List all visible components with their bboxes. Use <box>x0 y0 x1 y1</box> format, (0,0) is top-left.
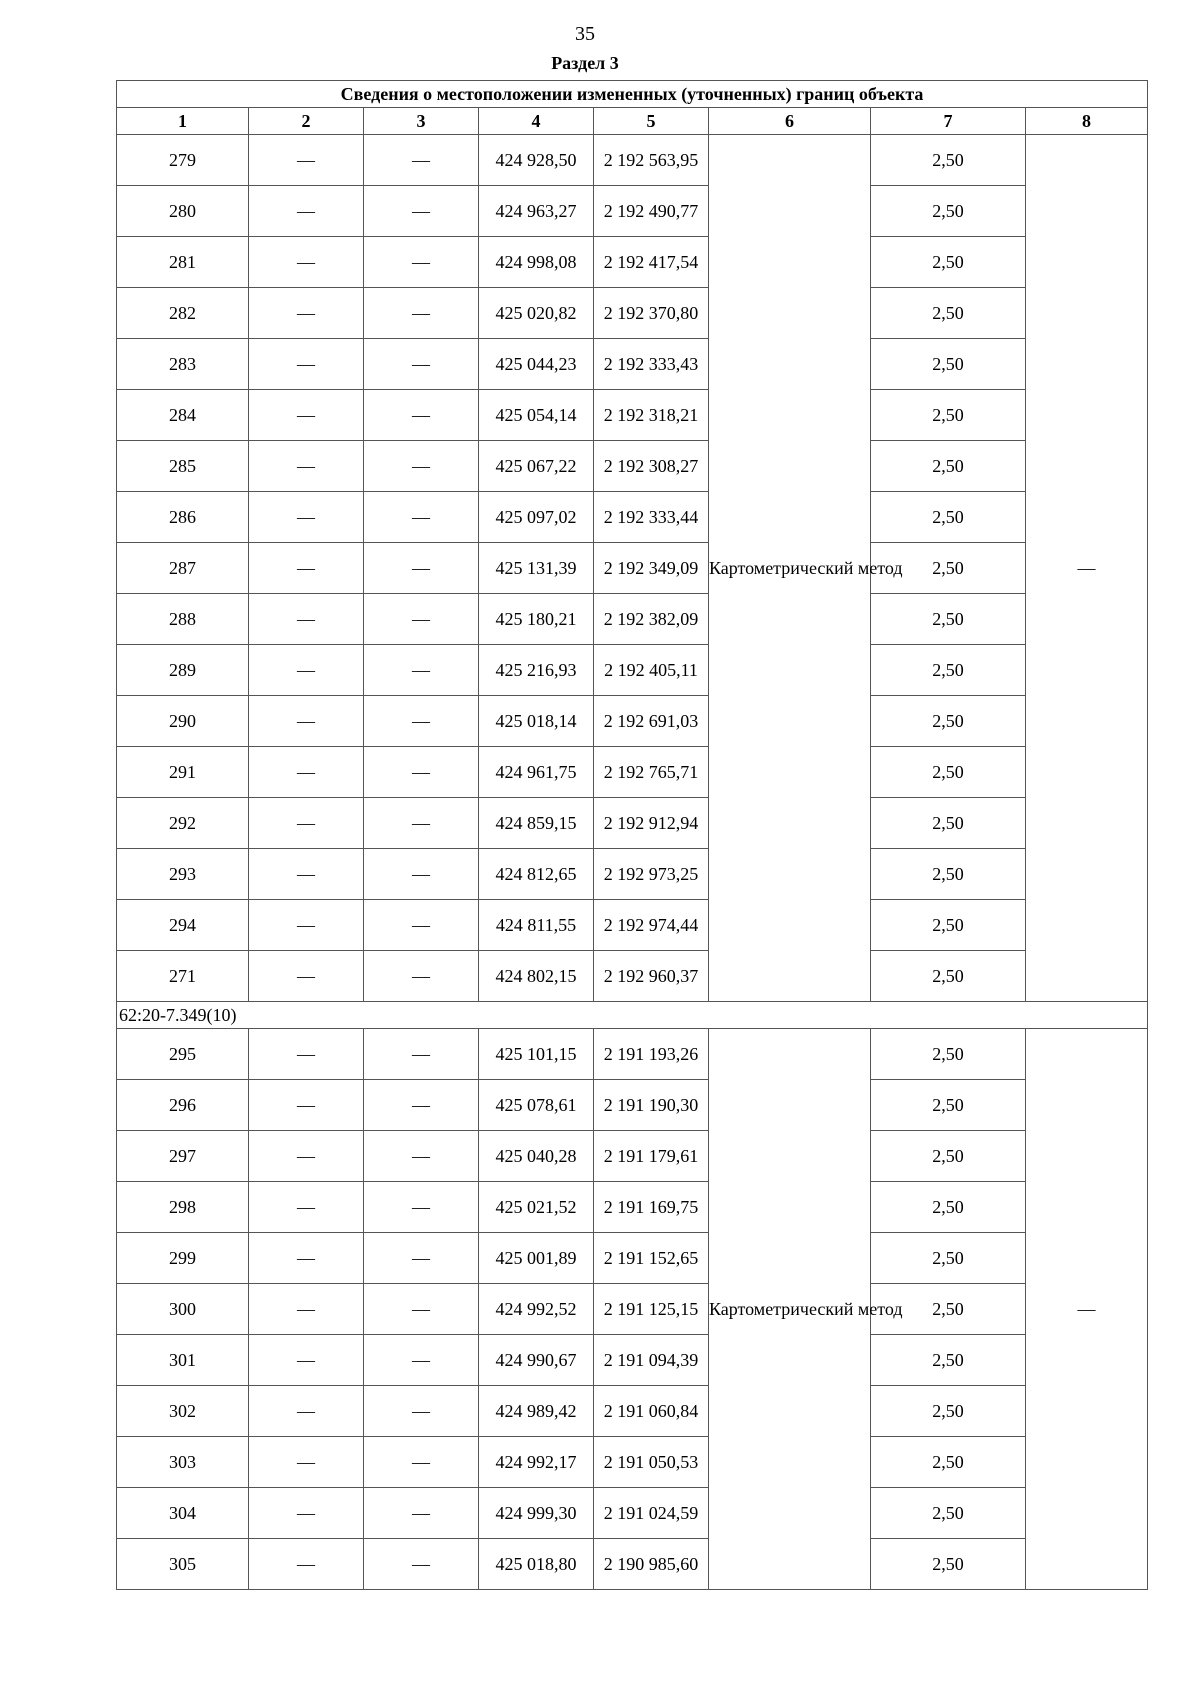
table-row <box>117 543 1148 594</box>
x-coordinate-cell: 424 992,52 <box>479 1284 594 1335</box>
col2-cell: — <box>249 186 364 237</box>
page-number: 35 <box>575 23 595 45</box>
col2-cell: — <box>249 543 364 594</box>
x-coordinate-cell: 424 998,08 <box>479 237 594 288</box>
method-cell: Картометрический метод <box>709 135 871 1002</box>
y-coordinate-cell: 2 192 370,80 <box>594 288 709 339</box>
column-number: 6 <box>709 108 871 135</box>
point-number-cell: 283 <box>117 339 249 390</box>
col3-cell: — <box>364 747 479 798</box>
point-number-cell: 289 <box>117 645 249 696</box>
x-coordinate-cell: 424 999,30 <box>479 1488 594 1539</box>
accuracy-cell: 2,50 <box>871 747 1026 798</box>
y-coordinate-cell: 2 191 179,61 <box>594 1131 709 1182</box>
col2-cell: — <box>249 288 364 339</box>
col2-cell: — <box>249 798 364 849</box>
col2-cell: — <box>249 645 364 696</box>
col2-cell: — <box>249 1029 364 1080</box>
x-coordinate-cell: 425 021,52 <box>479 1182 594 1233</box>
y-coordinate-cell: 2 192 318,21 <box>594 390 709 441</box>
accuracy-cell: 2,50 <box>871 900 1026 951</box>
table-row <box>117 747 1148 798</box>
col2-cell: — <box>249 900 364 951</box>
method-cell: Картометрический метод <box>709 1029 871 1590</box>
y-coordinate-cell: 2 192 490,77 <box>594 186 709 237</box>
table-caption: Сведения о местоположении измененных (уточненных) границ объекта <box>117 81 1148 108</box>
accuracy-cell: 2,50 <box>871 1488 1026 1539</box>
x-coordinate-cell: 424 811,55 <box>479 900 594 951</box>
col2-cell: — <box>249 696 364 747</box>
y-coordinate-cell: 2 191 024,59 <box>594 1488 709 1539</box>
x-coordinate-cell: 425 097,02 <box>479 492 594 543</box>
point-number-cell: 299 <box>117 1233 249 1284</box>
point-number-cell: 280 <box>117 186 249 237</box>
x-coordinate-cell: 425 131,39 <box>479 543 594 594</box>
x-coordinate-cell: 425 018,80 <box>479 1539 594 1590</box>
x-coordinate-cell: 425 054,14 <box>479 390 594 441</box>
column-number: 5 <box>594 108 709 135</box>
col2-cell: — <box>249 339 364 390</box>
y-coordinate-cell: 2 191 193,26 <box>594 1029 709 1080</box>
group-label-row <box>117 1002 1148 1029</box>
col2-cell: — <box>249 1182 364 1233</box>
x-coordinate-cell: 424 928,50 <box>479 135 594 186</box>
col3-cell: — <box>364 951 479 1002</box>
x-coordinate-cell: 425 180,21 <box>479 594 594 645</box>
col2-cell: — <box>249 1539 364 1590</box>
x-coordinate-cell: 425 044,23 <box>479 339 594 390</box>
table-row <box>117 1386 1148 1437</box>
y-coordinate-cell: 2 192 349,09 <box>594 543 709 594</box>
accuracy-cell: 2,50 <box>871 1029 1026 1080</box>
y-coordinate-cell: 2 191 169,75 <box>594 1182 709 1233</box>
point-number-cell: 296 <box>117 1080 249 1131</box>
column-number: 2 <box>249 108 364 135</box>
y-coordinate-cell: 2 191 060,84 <box>594 1386 709 1437</box>
col3-cell: — <box>364 1131 479 1182</box>
accuracy-cell: 2,50 <box>871 798 1026 849</box>
col3-cell: — <box>364 1080 479 1131</box>
column-number-row <box>117 108 1148 135</box>
col2-cell: — <box>249 951 364 1002</box>
x-coordinate-cell: 424 989,42 <box>479 1386 594 1437</box>
column-number: 7 <box>871 108 1026 135</box>
col3-cell: — <box>364 798 479 849</box>
table-row <box>117 1029 1148 1080</box>
x-coordinate-cell: 424 961,75 <box>479 747 594 798</box>
col2-cell: — <box>249 1488 364 1539</box>
table-row <box>117 1488 1148 1539</box>
point-number-cell: 301 <box>117 1335 249 1386</box>
accuracy-cell: 2,50 <box>871 339 1026 390</box>
col3-cell: — <box>364 492 479 543</box>
col2-cell: — <box>249 1335 364 1386</box>
col3-cell: — <box>364 645 479 696</box>
y-coordinate-cell: 2 192 333,43 <box>594 339 709 390</box>
x-coordinate-cell: 425 067,22 <box>479 441 594 492</box>
col3-cell: — <box>364 186 479 237</box>
group-label: 62:20-7.349(10) <box>117 1002 1148 1029</box>
point-number-cell: 300 <box>117 1284 249 1335</box>
column-number: 3 <box>364 108 479 135</box>
x-coordinate-cell: 425 216,93 <box>479 645 594 696</box>
accuracy-cell: 2,50 <box>871 1233 1026 1284</box>
accuracy-cell: 2,50 <box>871 288 1026 339</box>
accuracy-cell: 2,50 <box>871 1080 1026 1131</box>
y-coordinate-cell: 2 192 765,71 <box>594 747 709 798</box>
col3-cell: — <box>364 1284 479 1335</box>
y-coordinate-cell: 2 192 417,54 <box>594 237 709 288</box>
col8-cell: — <box>1026 1029 1148 1590</box>
table-row <box>117 1335 1148 1386</box>
accuracy-cell: 2,50 <box>871 1386 1026 1437</box>
col2-cell: — <box>249 390 364 441</box>
x-coordinate-cell: 425 078,61 <box>479 1080 594 1131</box>
accuracy-cell: 2,50 <box>871 849 1026 900</box>
section-title: Раздел 3 <box>551 53 619 73</box>
x-coordinate-cell: 424 802,15 <box>479 951 594 1002</box>
accuracy-cell: 2,50 <box>871 1182 1026 1233</box>
accuracy-cell: 2,50 <box>871 441 1026 492</box>
point-number-cell: 294 <box>117 900 249 951</box>
point-number-cell: 293 <box>117 849 249 900</box>
table-row <box>117 900 1148 951</box>
accuracy-cell: 2,50 <box>871 1335 1026 1386</box>
table-row <box>117 645 1148 696</box>
accuracy-cell: 2,50 <box>871 1284 1026 1335</box>
point-number-cell: 284 <box>117 390 249 441</box>
col3-cell: — <box>364 288 479 339</box>
y-coordinate-cell: 2 191 094,39 <box>594 1335 709 1386</box>
y-coordinate-cell: 2 192 691,03 <box>594 696 709 747</box>
point-number-cell: 285 <box>117 441 249 492</box>
point-number-cell: 292 <box>117 798 249 849</box>
point-number-cell: 305 <box>117 1539 249 1590</box>
table-row <box>117 1437 1148 1488</box>
point-number-cell: 288 <box>117 594 249 645</box>
accuracy-cell: 2,50 <box>871 390 1026 441</box>
col2-cell: — <box>249 849 364 900</box>
point-number-cell: 281 <box>117 237 249 288</box>
table-row <box>117 1080 1148 1131</box>
point-number-cell: 302 <box>117 1386 249 1437</box>
point-number-cell: 298 <box>117 1182 249 1233</box>
accuracy-cell: 2,50 <box>871 594 1026 645</box>
y-coordinate-cell: 2 192 308,27 <box>594 441 709 492</box>
point-number-cell: 290 <box>117 696 249 747</box>
point-number-cell: 287 <box>117 543 249 594</box>
point-number-cell: 279 <box>117 135 249 186</box>
y-coordinate-cell: 2 192 960,37 <box>594 951 709 1002</box>
y-coordinate-cell: 2 191 125,15 <box>594 1284 709 1335</box>
point-number-cell: 286 <box>117 492 249 543</box>
table-row <box>117 441 1148 492</box>
x-coordinate-cell: 425 018,14 <box>479 696 594 747</box>
y-coordinate-cell: 2 192 912,94 <box>594 798 709 849</box>
col3-cell: — <box>364 543 479 594</box>
x-coordinate-cell: 424 992,17 <box>479 1437 594 1488</box>
col2-cell: — <box>249 1386 364 1437</box>
point-number-cell: 282 <box>117 288 249 339</box>
accuracy-cell: 2,50 <box>871 237 1026 288</box>
x-coordinate-cell: 425 040,28 <box>479 1131 594 1182</box>
col3-cell: — <box>364 1182 479 1233</box>
col3-cell: — <box>364 1335 479 1386</box>
col8-cell: — <box>1026 135 1148 1002</box>
y-coordinate-cell: 2 191 190,30 <box>594 1080 709 1131</box>
column-number: 8 <box>1026 108 1148 135</box>
accuracy-cell: 2,50 <box>871 951 1026 1002</box>
col3-cell: — <box>364 1233 479 1284</box>
col2-cell: — <box>249 492 364 543</box>
x-coordinate-cell: 424 990,67 <box>479 1335 594 1386</box>
accuracy-cell: 2,50 <box>871 1539 1026 1590</box>
y-coordinate-cell: 2 192 563,95 <box>594 135 709 186</box>
point-number-cell: 297 <box>117 1131 249 1182</box>
col2-cell: — <box>249 135 364 186</box>
col3-cell: — <box>364 849 479 900</box>
y-coordinate-cell: 2 192 973,25 <box>594 849 709 900</box>
table-row <box>117 339 1148 390</box>
x-coordinate-cell: 424 812,65 <box>479 849 594 900</box>
point-number-cell: 303 <box>117 1437 249 1488</box>
col3-cell: — <box>364 390 479 441</box>
table-row <box>117 798 1148 849</box>
accuracy-cell: 2,50 <box>871 543 1026 594</box>
point-number-cell: 295 <box>117 1029 249 1080</box>
col3-cell: — <box>364 1437 479 1488</box>
boundary-table <box>116 80 1148 1590</box>
point-number-cell: 291 <box>117 747 249 798</box>
table-row <box>117 696 1148 747</box>
col3-cell: — <box>364 1539 479 1590</box>
col3-cell: — <box>364 696 479 747</box>
col2-cell: — <box>249 1080 364 1131</box>
table-row <box>117 1131 1148 1182</box>
col3-cell: — <box>364 237 479 288</box>
y-coordinate-cell: 2 192 382,09 <box>594 594 709 645</box>
y-coordinate-cell: 2 192 333,44 <box>594 492 709 543</box>
y-coordinate-cell: 2 190 985,60 <box>594 1539 709 1590</box>
col2-cell: — <box>249 594 364 645</box>
x-coordinate-cell: 425 101,15 <box>479 1029 594 1080</box>
table-row <box>117 288 1148 339</box>
table-row <box>117 237 1148 288</box>
column-number: 1 <box>117 108 249 135</box>
column-number: 4 <box>479 108 594 135</box>
table-row <box>117 1539 1148 1590</box>
col2-cell: — <box>249 1131 364 1182</box>
col2-cell: — <box>249 1284 364 1335</box>
table-row <box>117 1233 1148 1284</box>
accuracy-cell: 2,50 <box>871 1437 1026 1488</box>
col3-cell: — <box>364 594 479 645</box>
col3-cell: — <box>364 135 479 186</box>
col3-cell: — <box>364 1029 479 1080</box>
table-row <box>117 951 1148 1002</box>
col2-cell: — <box>249 1233 364 1284</box>
x-coordinate-cell: 424 963,27 <box>479 186 594 237</box>
table-row <box>117 186 1148 237</box>
point-number-cell: 271 <box>117 951 249 1002</box>
y-coordinate-cell: 2 191 050,53 <box>594 1437 709 1488</box>
accuracy-cell: 2,50 <box>871 186 1026 237</box>
col3-cell: — <box>364 339 479 390</box>
table-row <box>117 594 1148 645</box>
col3-cell: — <box>364 441 479 492</box>
table-row <box>117 135 1148 186</box>
col3-cell: — <box>364 1488 479 1539</box>
table-body <box>117 135 1148 1590</box>
table-row <box>117 390 1148 441</box>
table-row <box>117 849 1148 900</box>
accuracy-cell: 2,50 <box>871 1131 1026 1182</box>
col2-cell: — <box>249 441 364 492</box>
table-row <box>117 1284 1148 1335</box>
col3-cell: — <box>364 900 479 951</box>
col2-cell: — <box>249 1437 364 1488</box>
accuracy-cell: 2,50 <box>871 135 1026 186</box>
x-coordinate-cell: 425 020,82 <box>479 288 594 339</box>
accuracy-cell: 2,50 <box>871 492 1026 543</box>
point-number-cell: 304 <box>117 1488 249 1539</box>
y-coordinate-cell: 2 191 152,65 <box>594 1233 709 1284</box>
table-row <box>117 1182 1148 1233</box>
col2-cell: — <box>249 747 364 798</box>
x-coordinate-cell: 425 001,89 <box>479 1233 594 1284</box>
x-coordinate-cell: 424 859,15 <box>479 798 594 849</box>
y-coordinate-cell: 2 192 405,11 <box>594 645 709 696</box>
table-row <box>117 492 1148 543</box>
accuracy-cell: 2,50 <box>871 696 1026 747</box>
col2-cell: — <box>249 237 364 288</box>
accuracy-cell: 2,50 <box>871 645 1026 696</box>
y-coordinate-cell: 2 192 974,44 <box>594 900 709 951</box>
col3-cell: — <box>364 1386 479 1437</box>
